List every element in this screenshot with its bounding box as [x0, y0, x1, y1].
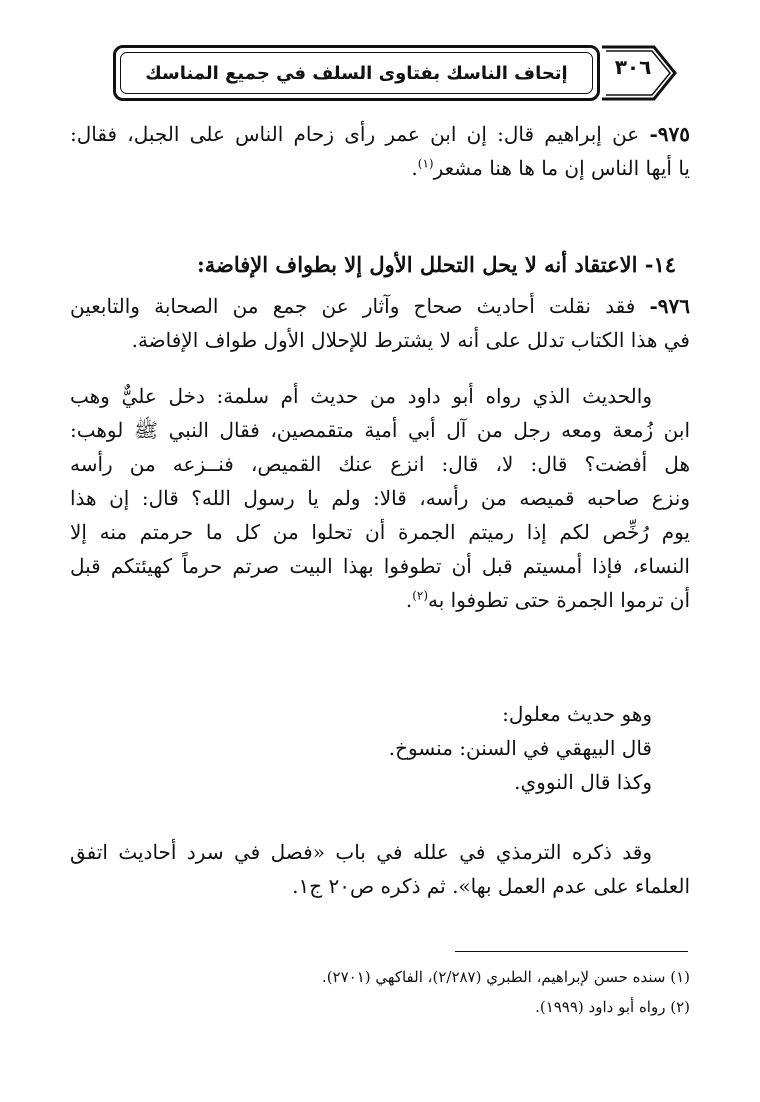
paragraph-line: ابن زُمعة ومعه رجل من آل أبي أمية متقمصين، فقال النبي ﷺ لوهب: [70, 418, 690, 442]
hadith-paragraph: والحديث الذي رواه أبو داود من حديث أم سلمة: دخل عليٌّ وهب ابن زُمعة ومعه رجل من آل أبي أمية متقمصين، فقال النبي ﷺ لوهب: هل أفضت؟ قال: لا، قال: انزع عنك القميص، فنــزعه من رأسه ونزع صاحبه قميصه من رأسه، قالا: ولم يا رسول الله؟ قال: إن هذا يوم رُخِّص لكم إذا رميتم الجمرة أن تحلوا من كل ما حرمتم منه إلا النساء، فإذا أمسيتم قبل أن تطوفوا بهذا البيت صرتم حرماً كهيئتكم قبل أن ترموا الجمرة حتى تطوفوا به$^{(٢)}$. [70, 379, 690, 617]
paragraph-line: النساء، فإذا أمسيتم قبل أن تطوفوا بهذا البيت صرتم حرماً كهيئتكم قبل [70, 554, 690, 578]
book-title: إتحاف الناسك بفتاوى السلف في جميع المناسك [145, 62, 568, 84]
page-number: ٣٠٦ [614, 55, 652, 79]
entry-text-line: عن إبراهيم قال: إن ابن عمر رأى زحام الناس على الجبل، فقال: [70, 122, 640, 146]
footnote: (١) سنده حسن لإبراهيم، الطبري (٢/٢٨٧)، الفاكهي (٢٧٠١). [321, 968, 690, 986]
paragraph-line: ونزع صاحبه قميصه من رأسه، قالا: ولم يا رسول الله؟ قال: إن هذا [70, 486, 690, 510]
commentary-tirmidhi [70, 835, 690, 903]
footnote-separator [455, 951, 688, 952]
footnote: (٢) رواه أبو داود (١٩٩٩). [535, 998, 690, 1016]
entry-text-line: يا أيها الناس إن ما ها هنا مشعر [433, 156, 690, 180]
footnote-ref: (١) [417, 156, 434, 171]
section-title: الاعتقاد أنه لا يحل التحلل الأول إلا بطواف الإفاضة: [197, 252, 638, 277]
commentary [70, 697, 690, 799]
entry-976 [70, 289, 690, 357]
entry-text-line: في هذا الكتاب تدلل على أنه لا يشترط للإحلال الأول طواف الإفاضة. [131, 328, 690, 352]
paragraph-line: والحديث الذي رواه أبو داود من حديث أم سلمة: دخل عليٌّ وهب [70, 384, 652, 408]
entry-975: ٩٧٥- عن إبراهيم قال: إن ابن عمر رأى زحام الناس على الجبل، فقال: يا أيها الناس إن ما ها هنا مشعر$^{(١)}$. [70, 122, 690, 180]
entry-text-line: فقد نقلت أحاديث صحاح وآثار عن جمع من الصحابة والتابعين [70, 294, 636, 318]
page-number-badge [600, 45, 678, 101]
paragraph-line: قال البيهقي في السنن: منسوخ. [388, 736, 652, 760]
section-number: ١٤- [644, 252, 676, 277]
section-heading [70, 248, 690, 282]
paragraph-line: هل أفضت؟ قال: لا، قال: انزع عنك القميص، فنــزعه من رأسه [70, 452, 690, 476]
footnotes [70, 962, 690, 1022]
paragraph-line: وهو حديث معلول: [502, 702, 652, 726]
running-header [113, 45, 600, 101]
footnote-ref: (٢) [412, 588, 429, 603]
paragraph-line: يوم رُخِّص لكم إذا رميتم الجمرة أن تحلوا من كل ما حرمتم منه إلا [70, 520, 690, 544]
paragraph-line: العلماء على عدم العمل بها». ثم ذكره ص٢٠ ج١. [292, 874, 690, 898]
paragraph-line: أن ترموا الجمرة حتى تطوفوا به [428, 588, 690, 612]
paragraph-line: وقد ذكره الترمذي في علله في باب «فصل في سرد أحاديث اتفق [70, 840, 652, 864]
entry-number: ٩٧٥- [649, 122, 690, 146]
entry-number: ٩٧٦- [649, 294, 690, 318]
paragraph-line: وكذا قال النووي. [514, 770, 652, 794]
